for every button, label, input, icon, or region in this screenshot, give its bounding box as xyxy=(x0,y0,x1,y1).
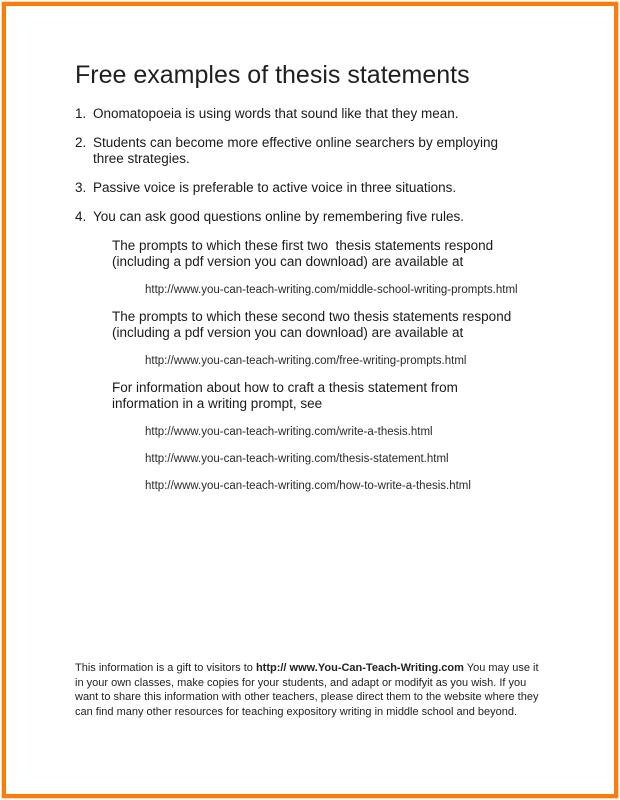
list-item xyxy=(75,106,500,122)
footer-text-before: This information is a gift to visitors to xyxy=(75,662,256,674)
list-item-text: You can ask good questions online by remembering five rules. xyxy=(93,209,464,224)
thesis-list xyxy=(75,106,500,225)
footer-text-after: You may use it in your own classes, make copies for your students, and adapt or modifyit as you wish. If you want to share this information with other teachers, please direct them to the website where they can find many other resources for teaching expository writing in middle school and beyond. xyxy=(75,662,539,718)
list-item-text: Onomatopoeia is using words that sound like that they mean. xyxy=(93,106,459,121)
list-item-number: 3. xyxy=(75,180,87,195)
resource-url: http://www.you-can-teach-writing.com/how-to-write-a-thesis.html xyxy=(145,480,471,492)
list-item xyxy=(75,209,500,225)
resource-url: http://www.you-can-teach-writing.com/thesis-statement.html xyxy=(145,453,449,465)
list-item-number: 4. xyxy=(75,209,87,224)
page-title: Free examples of thesis statements xyxy=(75,61,470,89)
note-paragraph: For information about how to craft a thesis statement from information in a writing prompt, see xyxy=(112,380,462,411)
list-item-text: Passive voice is preferable to active voice in three situations. xyxy=(93,180,457,195)
footer-note xyxy=(75,661,545,719)
list-item-text: Students can become more effective online searchers by employing three strategies. xyxy=(93,135,498,166)
list-item xyxy=(75,180,500,196)
footer-site-name: http:// www.You-Can-Teach-Writing.com xyxy=(255,662,464,674)
resource-url: http://www.you-can-teach-writing.com/middle-school-writing-prompts.html xyxy=(145,284,518,296)
list-item-number: 1. xyxy=(75,106,87,121)
document-page xyxy=(6,6,614,794)
note-paragraph: The prompts to which these first two thesis statements respond (including a pdf version you can download) are available at xyxy=(112,238,497,269)
resource-url: http://www.you-can-teach-writing.com/write-a-thesis.html xyxy=(145,426,433,438)
list-item-number: 2. xyxy=(75,135,87,150)
note-paragraph: The prompts to which these second two thesis statements respond (including a pdf version you can download) are available at xyxy=(112,309,515,340)
list-item xyxy=(75,135,500,167)
resource-url: http://www.you-can-teach-writing.com/free-writing-prompts.html xyxy=(145,355,467,367)
